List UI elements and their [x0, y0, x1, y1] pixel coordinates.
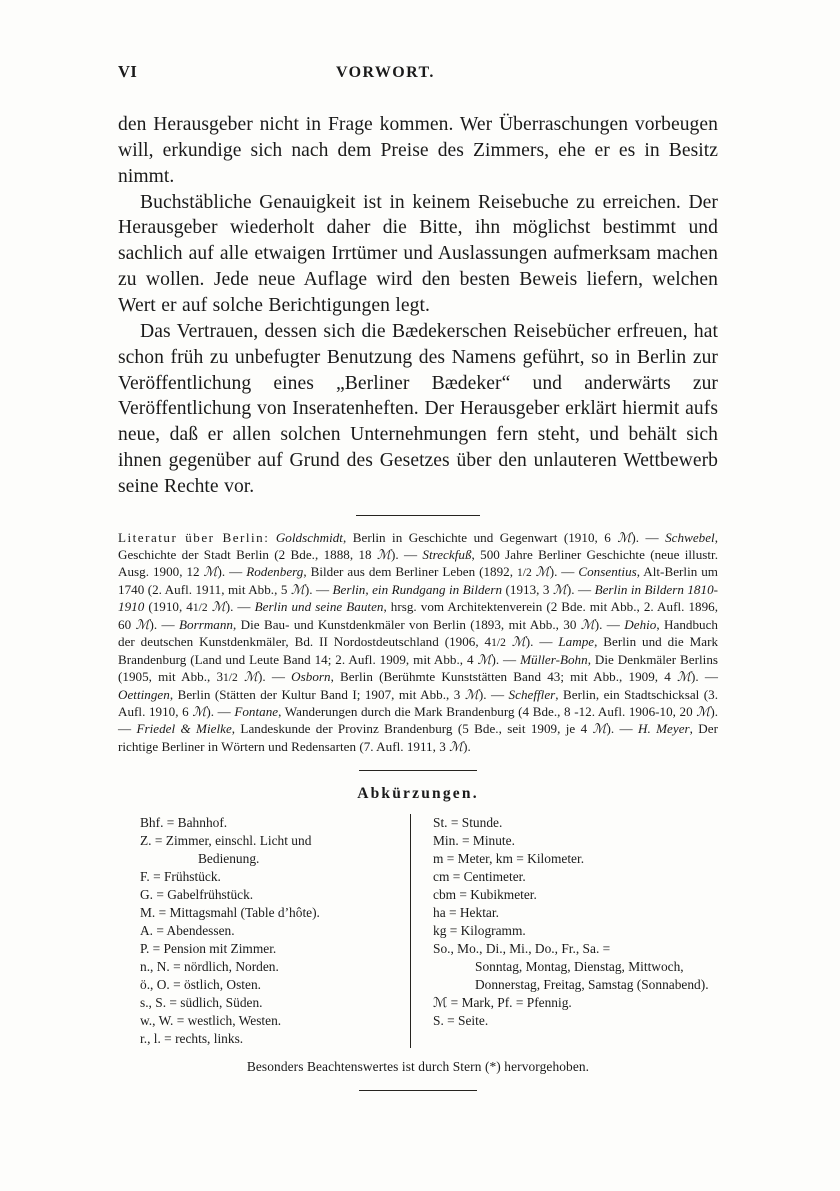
abbreviation-text: S. = Seite.: [433, 1012, 489, 1028]
abbreviation-item: [140, 1012, 400, 1030]
abbreviation-continuation: Sonntag, Montag, Dienstag, Mittwoch, Donnerstag, Freitag, Samstag (Sonnabend).: [475, 958, 709, 992]
abbreviation-text: r., l. = rechts, links.: [140, 1030, 244, 1046]
abbreviation-text: ö., O. = östlich, Osten.: [140, 976, 261, 992]
abbreviation-item: [433, 922, 718, 940]
abbreviations-table: [118, 814, 718, 1048]
abbreviation-item: [140, 922, 400, 940]
abbreviations-note: Besonders Beachtenswertes ist durch Stern (*) hervorgehoben.: [246, 1059, 590, 1074]
abbreviation-text: Bhf. = Bahnhof.: [140, 814, 228, 830]
abbreviation-text: F. = Frühstück.: [140, 868, 221, 884]
abbreviation-item: [140, 940, 400, 958]
abbreviation-item: [140, 832, 400, 868]
abbreviation-continuation: Bedienung.: [198, 850, 260, 866]
abbreviation-item: [433, 850, 718, 868]
abbreviations-column-right: [410, 814, 718, 1048]
divider-rule: [356, 515, 480, 516]
abbreviation-text: ℳ = Mark, Pf. = Pfennig.: [433, 994, 572, 1010]
abbreviation-text: m = Meter, km = Kilometer.: [433, 850, 585, 866]
abbreviation-text: P. = Pension mit Zimmer.: [140, 940, 277, 956]
abbreviation-item: [433, 904, 718, 922]
page-content: [118, 62, 718, 1104]
abbreviation-text: kg = Kilogramm.: [433, 922, 526, 938]
divider-rule: [359, 770, 477, 771]
abbreviation-text: Z. = Zimmer, einschl. Licht und: [140, 832, 312, 848]
abbreviation-item: [433, 814, 718, 832]
abbreviation-item: [140, 904, 400, 922]
abbreviation-item: [433, 868, 718, 886]
paragraph: Das Vertrauen, dessen sich die Bædekerschen Reisebücher erfreuen, hat schon früh zu unbefugter Benutzung des Namens geführt, so in Berlin zur Veröffentlichung eines „Berliner Bædeker“ und anderwärts zur Veröffentlichung von Inseratenheften. Der Herausgeber erklärt hiermit aufs neue, daß er allen solchen Unternehmungen fern steht, und behält sich ihnen gegenüber auf Grund des Gesetzes über den unlauteren Wettbewerb seine Rechte vor.: [118, 320, 718, 498]
literature-body: Goldschmidt, Berlin in Geschichte und Gegenwart (1910, 6 ℳ). — Schwebel, Geschichte der Stadt Berlin (2 Bde., 1888, 18 ℳ). — Streckfuß, 500 Jahre Berliner Geschichte (neue illustr. Ausg. 1900, 12 ℳ). — Rodenberg, Bilder aus dem Berliner Leben (1892, 1/2 ℳ). — Consentius, Alt-Berlin um 1740 (2. Aufl. 1911, mit Abb., 5 ℳ). — Berlin, ein Rundgang in Bildern (1913, 3 ℳ). — Berlin in Bildern 1810-1910 (1910, 41/2 ℳ). — Berlin und seine Bauten, hrsg. vom Architektenverein (2 Bde. mit Abb., 2. Aufl. 1896, 60 ℳ). — Borrmann, Die Bau- und Kunstdenkmäler von Berlin (1893, mit Abb., 30 ℳ). — Dehio, Handbuch der deutschen Kunstdenkmäler, Bd. II Nordostdeutschland (1906, 41/2 ℳ). — Lampe, Berlin und die Mark Brandenburg (Land und Leute Band 14; 2. Aufl. 1909, mit Abb., 4 ℳ). — Müller-Bohn, Die Denkmäler Berlins (1905, mit Abb., 31/2 ℳ). — Osborn, Berlin (Berühmte Kunststätten Band 43; mit Abb., 1909, 4 ℳ). — Oettingen, Berlin (Stätten der Kultur Band I; 1907, mit Abb., 3 ℳ). — Scheffler, Berlin, ein Stadtschicksal (3. Aufl. 1910, 6 ℳ). — Fontane, Wanderungen durch die Mark Brandenburg (4 Bde., 8 -12. Aufl. 1906-10, 20 ℳ). — Friedel & Mielke, Landeskunde der Provinz Brandenburg (5 Bde., seit 1909, je 4 ℳ). — H. Meyer, Der richtige Berliner in Wörtern und Redensarten (7. Aufl. 1911, 3 ℳ).: [118, 529, 719, 754]
abbreviation-text: w., W. = westlich, Westen.: [140, 1012, 282, 1028]
paragraph: Buchstäbliche Genauigkeit ist in keinem Reisebuche zu erreichen. Der Herausgeber wiederholt daher die Bitte, ihn möglichst bestimmt und sachlich auf alle etwaigen Irrtümer und Auslassungen aufmerksam machen zu wollen. Jede neue Auflage wird den besten Beweis liefern, welchen Wert er auf solche Berichtigungen legt.: [118, 191, 718, 317]
abbreviation-text: n., N. = nördlich, Norden.: [140, 958, 279, 974]
abbreviation-text: G. = Gabelfrühstück.: [140, 886, 254, 902]
abbreviation-item: [140, 976, 400, 994]
abbreviation-text: St. = Stunde.: [433, 814, 503, 830]
abbreviations-column-left: [118, 814, 410, 1048]
abbreviation-item: [433, 1012, 718, 1030]
literature-block: [118, 529, 718, 755]
abbreviation-item: [433, 994, 718, 1012]
abbreviation-item: [140, 994, 400, 1012]
abbreviation-item: [140, 1030, 400, 1048]
literature-lead: Literatur über Berlin:: [118, 529, 270, 545]
abbreviation-text: So., Mo., Di., Mi., Do., Fr., Sa. =: [433, 940, 611, 956]
page-title: VORWORT.: [336, 64, 435, 81]
abbreviation-item: [140, 886, 400, 904]
abbreviation-item: [433, 832, 718, 850]
divider-rule: [359, 1090, 477, 1091]
abbreviation-text: Min. = Minute.: [433, 832, 515, 848]
abbreviation-text: s., S. = südlich, Süden.: [140, 994, 263, 1010]
paragraph: den Herausgeber nicht in Frage kommen. Wer Überraschungen vorbeugen will, erkundige sich nach dem Preise des Zimmers, ehe er es in Besitz nimmt.: [118, 114, 718, 187]
abbreviation-text: M. = Mittagsmahl (Table d’hôte).: [140, 904, 320, 920]
abbreviation-item: [140, 814, 400, 832]
running-head: [118, 62, 718, 88]
abbreviations-title: Abkürzungen.: [357, 784, 479, 802]
abbreviation-text: ha = Hektar.: [433, 904, 499, 920]
abbreviation-item: [433, 940, 718, 994]
abbreviation-item: [140, 868, 400, 886]
folio-number: VI: [118, 62, 138, 81]
abbreviation-text: cm = Centimeter.: [433, 868, 526, 884]
abbreviation-item: [140, 958, 400, 976]
body-text: [118, 112, 718, 500]
abbreviation-text: cbm = Kubikmeter.: [433, 886, 537, 902]
abbreviation-text: A. = Abendessen.: [140, 922, 235, 938]
abbreviation-item: [433, 886, 718, 904]
